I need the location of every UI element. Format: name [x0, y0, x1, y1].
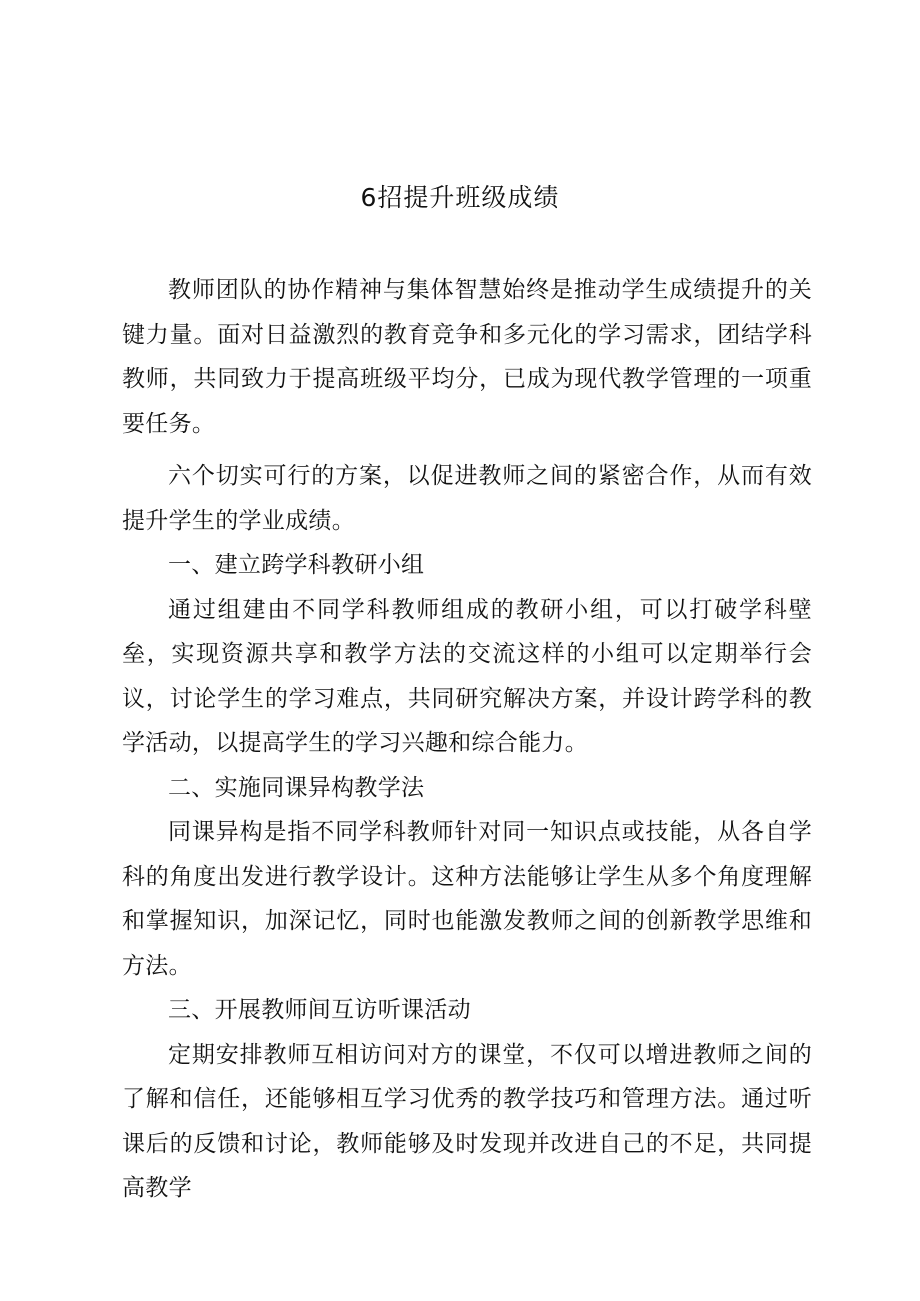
- section-heading-3: 三、开展教师间互访听课活动: [168, 997, 471, 1023]
- document-title: 6招提升班级成绩: [360, 183, 560, 212]
- section-body-1: 通过组建由不同学科教师组成的教研小组，可以打破学科壁垒，实现资源共享和教学方法的交流这样的小组可以定期举行会议，讨论学生的学习难点，共同研究解决方案，并设计跨学科的教学活动，以提高学生的学习兴趣和综合能力。: [122, 596, 812, 756]
- document-body: [122, 268, 812, 1211]
- intro-paragraph-2: 六个切实可行的方案，以促进教师之间的紧密合作，从而有效提升学生的学业成绩。: [122, 463, 812, 534]
- intro-paragraph-1: 教师团队的协作精神与集体智慧始终是推动学生成绩提升的关键力量。面对日益激烈的教育竞争和多元化的学习需求，团结学科教师，共同致力于提高班级平均分，已成为现代教学管理的一项重要任务。: [122, 277, 812, 437]
- section-body-3: 定期安排教师互相访问对方的课堂，不仅可以增进教师之间的了解和信任，还能够相互学习优秀的教学技巧和管理方法。通过听课后的反馈和讨论，教师能够及时发现并改进自己的不足，共同提高教学: [122, 1041, 812, 1201]
- section-heading-2: 二、实施同课异构教学法: [168, 774, 425, 801]
- section-body-2: 同课异构是指不同学科教师针对同一知识点或技能，从各自学科的角度出发进行教学设计。这种方法能够让学生从多个角度理解和掌握知识，加深记忆，同时也能激发教师之间的创新教学思维和方法。: [122, 819, 812, 979]
- section-heading-1: 一、建立跨学科教研小组: [168, 552, 425, 578]
